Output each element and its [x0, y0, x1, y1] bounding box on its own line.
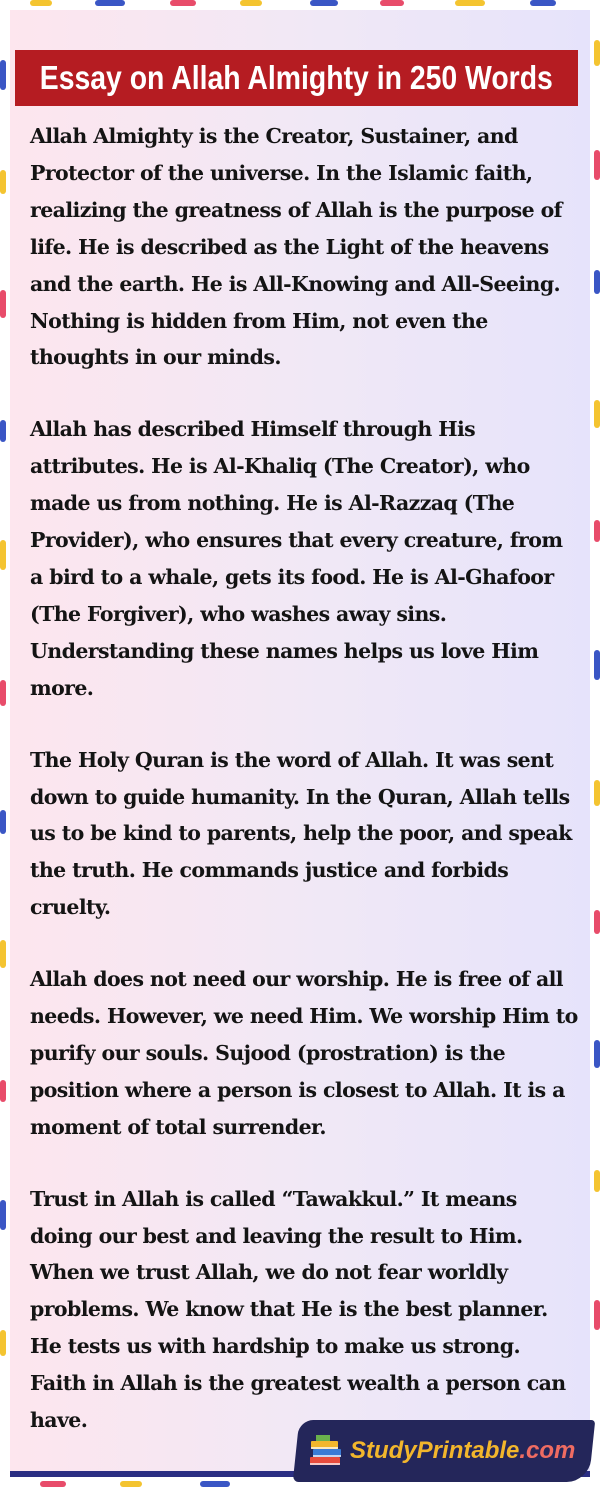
essay-body	[30, 118, 578, 1474]
brand-logo[interactable]	[293, 1420, 596, 1482]
essay-paragraph-1: Allah Almighty is the Creator, Sustainer, and Protector of the universe. In the Islamic faith, realizing the greatness of Allah is the purpose of life. He is described as the Light of the heavens and the earth. He is All-Knowing and All-Seeing. Nothing is hidden from Him, not even the thoughts in our minds.	[30, 124, 562, 370]
brand-com-text: .com	[519, 1437, 576, 1464]
essay-paragraph-3: The Holy Quran is the word of Allah. It was sent down to guide humanity. In the Quran, Allah tells us to be kind to parents, help the poor, and speak the truth. He commands justice and forbids cruelty.	[30, 747, 572, 920]
essay-paragraph-4: Allah does not need our worship. He is free of all needs. However, we need Him. We worship Him to purify our souls. Sujood (prostration) is the position where a person is closest to Allah. It is a moment of total surrender.	[30, 967, 578, 1139]
brand-study-text: Study	[350, 1437, 417, 1464]
books-icon	[306, 1431, 346, 1471]
page-title: Essay on Allah Almighty in 250 Words	[39, 59, 554, 96]
title-banner	[15, 50, 578, 106]
essay-paragraph-5: Trust in Allah is called “Tawakkul.” It means doing our best and leaving the result to Him. When we trust Allah, we do not fear worldly problems. We know that He is the best planner. He tests us with hardship to make us strong. Faith in Allah is the greatest wealth a person can have.	[30, 1186, 566, 1433]
brand-printable-text: Printable	[416, 1437, 520, 1464]
essay-paragraph-2: Allah has described Himself through His attributes. He is Al-Khaliq (The Creator), who made us from nothing. He is Al-Razzaq (The Provider), who ensures that every creature, from a bird to a whale, gets its food. He is Al-Ghafoor (The Forgiver), who washes away sins. Understanding these names helps us love Him more.	[30, 417, 563, 700]
brand-wordmark	[350, 1437, 575, 1465]
